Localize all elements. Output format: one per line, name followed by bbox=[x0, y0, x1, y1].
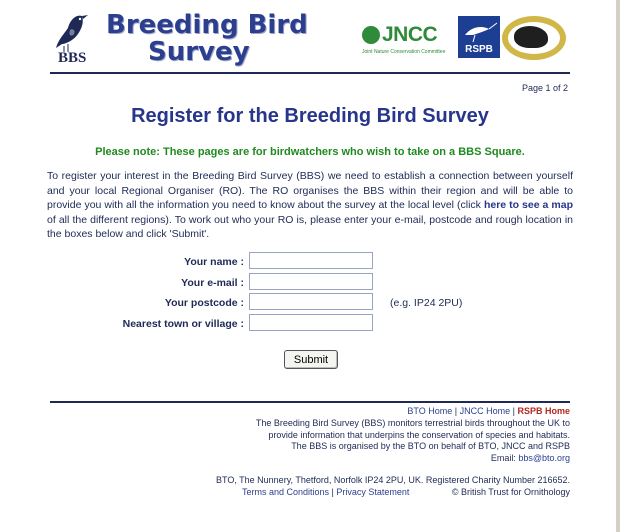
rspb-logo-text: RSPB bbox=[465, 44, 493, 55]
bto-logo-icon[interactable] bbox=[502, 16, 566, 60]
email-field[interactable] bbox=[249, 273, 373, 290]
page-title: Register for the Breeding Bird Survey bbox=[131, 105, 489, 127]
footer-email-label: Email: bbox=[490, 452, 519, 463]
submit-button[interactable]: Submit bbox=[284, 350, 338, 369]
jncc-home-link[interactable]: JNCC Home bbox=[459, 406, 511, 416]
footer-line: provide information that underpins the conservation of species and habitats. bbox=[268, 429, 570, 440]
site-title-line1: Breeding Bird bbox=[106, 10, 308, 40]
jncc-globe-icon bbox=[362, 26, 380, 44]
jncc-logo[interactable] bbox=[360, 20, 456, 60]
name-field[interactable] bbox=[249, 252, 373, 269]
footer-line: The Breeding Bird Survey (BBS) monitors terrestrial birds throughout the UK to bbox=[255, 418, 570, 428]
postcode-field[interactable] bbox=[249, 293, 373, 310]
footer-line: The BBS is organised by the BTO on behalf of BTO, JNCC and RSPB bbox=[291, 441, 570, 451]
jncc-logo-subtitle: Joint Nature Conservation Committee bbox=[362, 49, 446, 55]
rspb-home-link[interactable]: RSPB Home bbox=[517, 406, 570, 416]
town-label: Nearest town or village : bbox=[122, 318, 244, 330]
name-label: Your name : bbox=[184, 256, 244, 268]
regions-map-link[interactable]: here to see a map bbox=[483, 199, 573, 211]
footer-description bbox=[200, 418, 570, 464]
intro-paragraph bbox=[47, 169, 573, 242]
footer-separator: | bbox=[510, 406, 518, 416]
avocet-icon bbox=[459, 17, 499, 43]
bto-bird-icon bbox=[514, 26, 548, 48]
footer-email-line bbox=[200, 453, 570, 465]
postcode-label: Your postcode : bbox=[164, 297, 244, 309]
rspb-logo[interactable] bbox=[458, 16, 500, 58]
email-label: Your e-mail : bbox=[181, 277, 244, 289]
footer-email-link[interactable]: bbs@bto.org bbox=[518, 452, 570, 463]
window-scrollbar[interactable] bbox=[616, 0, 620, 532]
site-header bbox=[50, 6, 570, 70]
terms-link[interactable]: Terms and Conditions bbox=[242, 487, 330, 497]
footer-separator: | bbox=[329, 487, 337, 497]
footer-legal-links bbox=[242, 487, 409, 497]
footer-nav bbox=[300, 406, 570, 416]
footer-divider bbox=[50, 401, 570, 403]
footer-separator: | bbox=[452, 406, 460, 416]
header-divider bbox=[50, 72, 570, 74]
site-title-line2: Survey bbox=[148, 37, 250, 67]
privacy-link[interactable]: Privacy Statement bbox=[336, 487, 410, 497]
town-field[interactable] bbox=[249, 314, 373, 331]
copyright-text: © British Trust for Ornithology bbox=[451, 487, 570, 497]
jncc-logo-text: JNCC bbox=[382, 23, 438, 46]
intro-text-part1: To register your interest in the Breeding Bird Survey (BBS) we need to establish a connection between yourself and your local Regional Organiser (RO). The RO organises the BBS within their region and will be able to provide you with all the information you need to know about the survey at the local level (click bbox=[47, 170, 573, 211]
postcode-hint: (e.g. IP24 2PU) bbox=[390, 297, 463, 309]
footer-address: BTO, The Nunnery, Thetford, Norfolk IP24 2PU, UK. Registered Charity Number 216652. bbox=[215, 475, 570, 485]
audience-note: Please note: These pages are for birdwatchers who wish to take on a BBS Square. bbox=[95, 146, 525, 158]
page-indicator: Page 1 of 2 bbox=[521, 83, 568, 93]
partner-logos bbox=[360, 14, 570, 64]
bto-home-link[interactable]: BTO Home bbox=[407, 406, 453, 416]
bird-silhouette-icon bbox=[52, 10, 100, 54]
intro-text-part2: of all the different regions). To work out who your RO is, please enter your e-mail, postcode and rough location in the boxes below and click 'Submit'. bbox=[47, 213, 573, 240]
bbs-bird-logo-icon[interactable] bbox=[52, 10, 100, 66]
bbs-logo-text: BBS bbox=[58, 50, 87, 66]
